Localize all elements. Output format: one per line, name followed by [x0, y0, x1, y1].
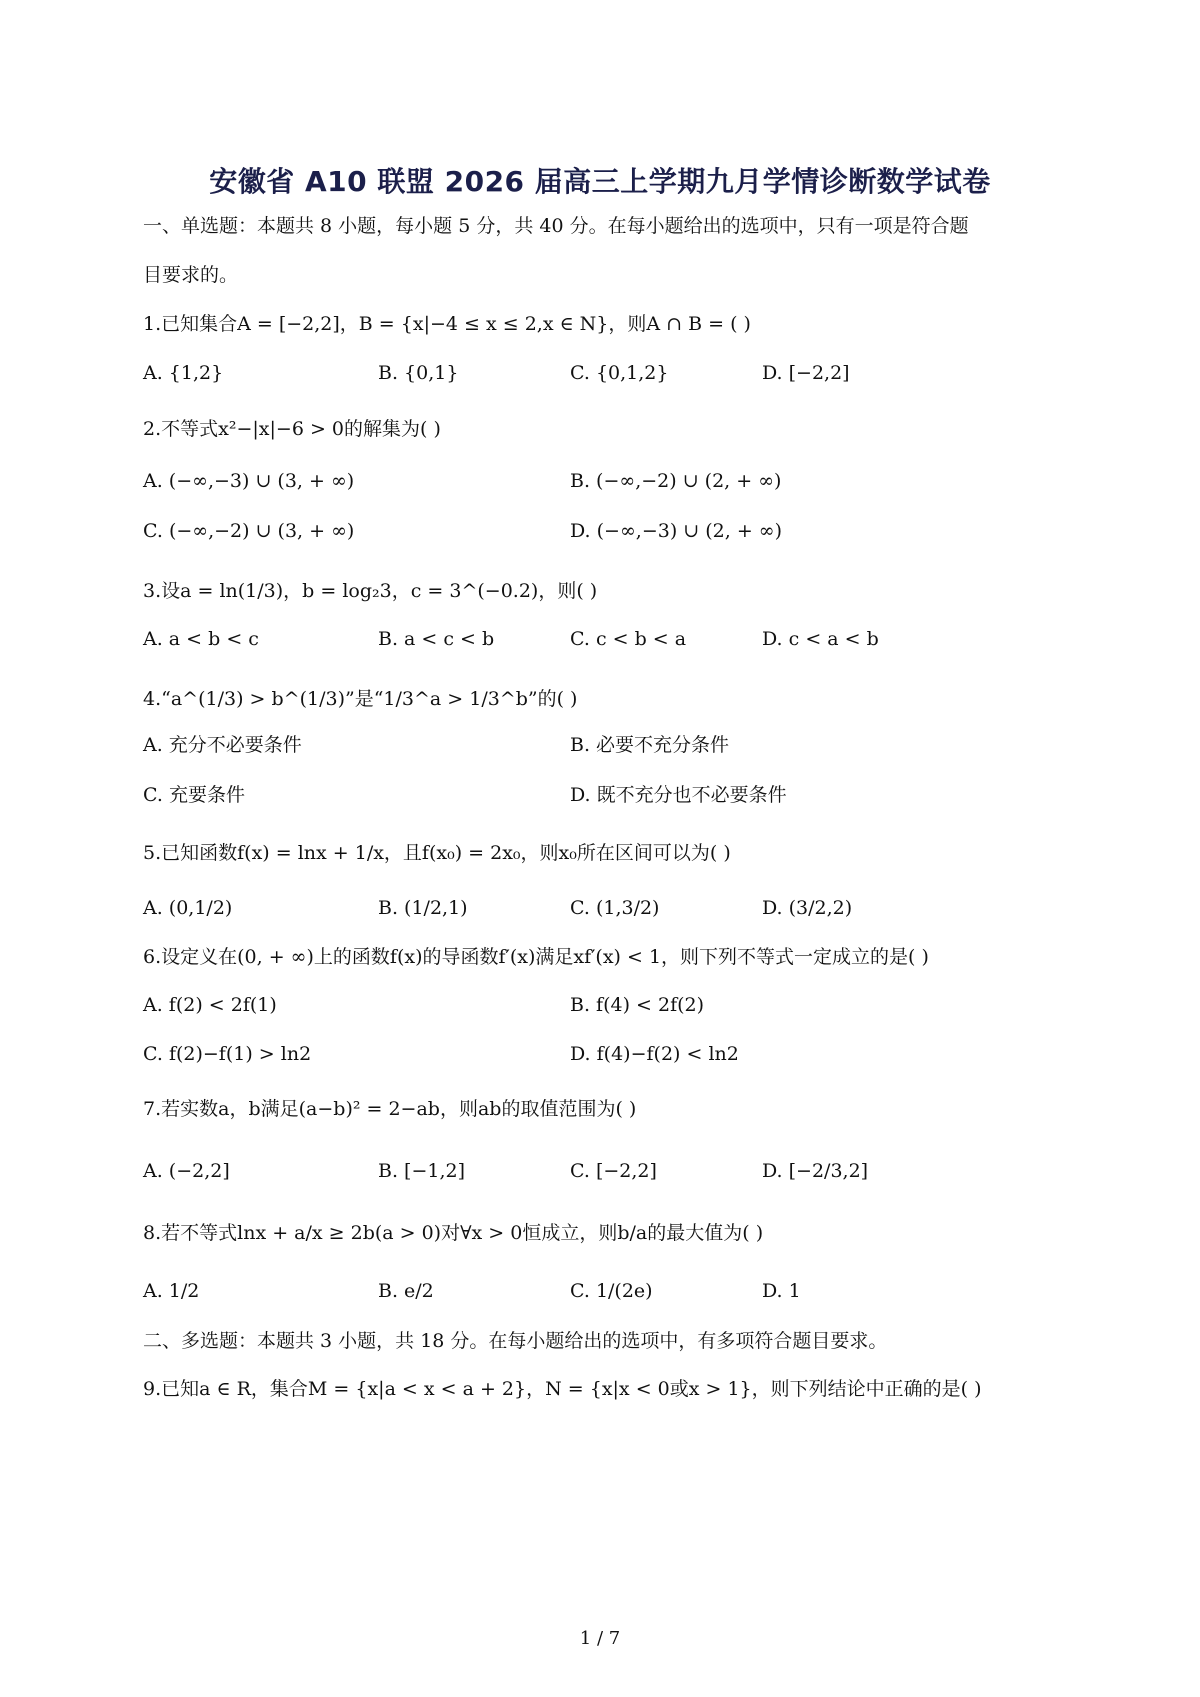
q6-option-d: D. f(4)−f(2) < ln2: [570, 1043, 739, 1065]
q7-option-a: A. (−2,2]: [143, 1160, 230, 1182]
q8-option-d: D. 1: [762, 1280, 801, 1302]
q5-option-c: C. (1,3/2): [570, 897, 660, 919]
q6-option-c: C. f(2)−f(1) > ln2: [143, 1043, 312, 1065]
q1-option-b: B. {0,1}: [378, 362, 459, 384]
q4-option-c: C. 充要条件: [143, 784, 245, 806]
q2-option-c: C. (−∞,−2) ∪ (3, + ∞): [143, 520, 355, 542]
q7-option-d: D. [−2/3,2]: [762, 1160, 869, 1182]
q8-option-b: B. e/2: [378, 1280, 434, 1302]
q2-stem: 2.不等式x²−|x|−6 > 0的解集为( ): [143, 418, 441, 440]
q3-option-c: C. c < b < a: [570, 628, 687, 650]
section1-header-line2: 目要求的。: [143, 264, 239, 286]
q4-option-d: D. 既不充分也不必要条件: [570, 784, 787, 806]
q5-option-d: D. (3/2,2): [762, 897, 853, 919]
q3-option-d: D. c < a < b: [762, 628, 879, 650]
q8-stem: 8.若不等式lnx + a/x ≥ 2b(a > 0)对∀x > 0恒成立，则b/a的最大值为( ): [143, 1222, 764, 1244]
q5-option-a: A. (0,1/2): [143, 897, 233, 919]
q6-option-b: B. f(4) < 2f(2): [570, 994, 705, 1016]
q4-option-b: B. 必要不充分条件: [570, 734, 730, 756]
section2-header: 二、多选题：本题共 3 小题，共 18 分。在每小题给出的选项中，有多项符合题目要求。: [143, 1330, 888, 1352]
q2-option-d: D. (−∞,−3) ∪ (2, + ∞): [570, 520, 783, 542]
q7-option-b: B. [−1,2]: [378, 1160, 466, 1182]
q7-option-c: C. [−2,2]: [570, 1160, 657, 1182]
q6-stem: 6.设定义在(0, + ∞)上的函数f(x)的导函数f′(x)满足xf′(x) < 1，则下列不等式一定成立的是( ): [143, 946, 929, 968]
q2-option-a: A. (−∞,−3) ∪ (3, + ∞): [143, 470, 355, 492]
q8-option-c: C. 1/(2e): [570, 1280, 653, 1302]
q3-stem: 3.设a = ln(1/3)，b = log₂3，c = 3^(−0.2)，则( ): [143, 580, 598, 602]
q3-option-b: B. a < c < b: [378, 628, 495, 650]
q9-stem: 9.已知a ∈ R，集合M = {x|a < x < a + 2}，N = {x|x < 0或x > 1}，则下列结论中正确的是( ): [143, 1378, 982, 1400]
q4-stem: 4.“a^(1/3) > b^(1/3)”是“1/3^a > 1/3^b”的( ): [143, 688, 578, 710]
page-number: 1 / 7: [579, 1628, 621, 1649]
page-title: 安徽省 A10 联盟 2026 届高三上学期九月学情诊断数学试卷: [209, 165, 991, 198]
q7-stem: 7.若实数a，b满足(a−b)² = 2−ab，则ab的取值范围为( ): [143, 1098, 637, 1120]
q1-option-a: A. {1,2}: [143, 362, 224, 384]
q3-option-a: A. a < b < c: [143, 628, 259, 650]
q1-option-c: C. {0,1,2}: [570, 362, 669, 384]
q5-stem: 5.已知函数f(x) = lnx + 1/x，且f(x₀) = 2x₀，则x₀所在区间可以为( ): [143, 842, 731, 864]
q1-option-d: D. [−2,2]: [762, 362, 850, 384]
q2-option-b: B. (−∞,−2) ∪ (2, + ∞): [570, 470, 782, 492]
q8-option-a: A. 1/2: [143, 1280, 200, 1302]
q5-option-b: B. (1/2,1): [378, 897, 468, 919]
q1-stem: 1.已知集合A = [−2,2]，B = {x|−4 ≤ x ≤ 2,x ∈ N}，则A ∩ B = ( ): [143, 313, 751, 335]
section1-header-line1: 一、单选题：本题共 8 小题，每小题 5 分，共 40 分。在每小题给出的选项中，只有一项是符合题: [143, 215, 969, 237]
q6-option-a: A. f(2) < 2f(1): [143, 994, 277, 1016]
q4-option-a: A. 充分不必要条件: [143, 734, 302, 756]
